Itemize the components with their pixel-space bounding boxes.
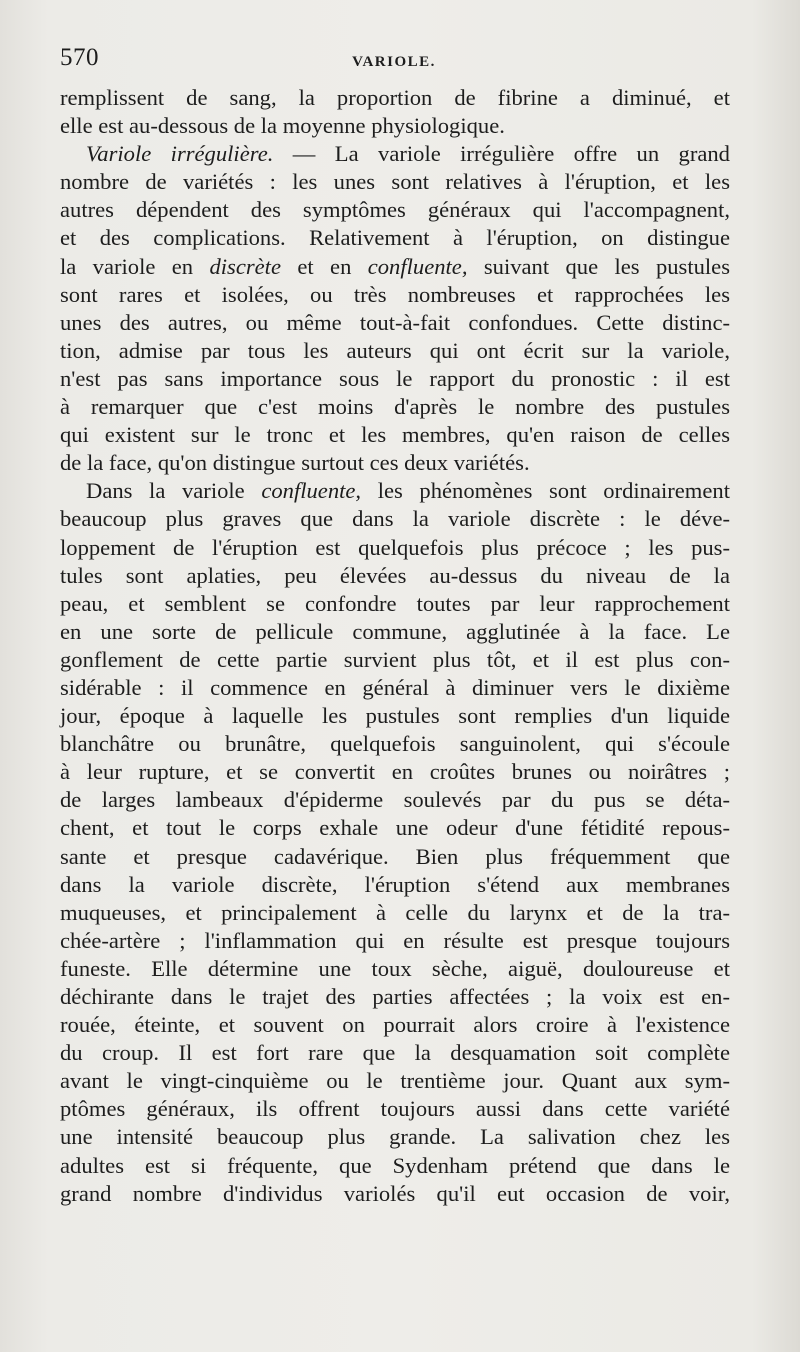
paragraph [60,477,730,1207]
text-line [60,702,730,730]
text-line [60,674,730,702]
line-text: adultes est si fréquente, que Sydenham prétend que dans le [60,1152,730,1178]
line-text: muqueuses, et principalement à celle du larynx et de la tra- [60,899,730,925]
text-line [60,983,730,1011]
text-line [60,534,730,562]
line-text: la variole en [60,253,210,279]
text-line [60,1095,730,1123]
text-line [60,1067,730,1095]
line-text: suivant que les pustules [467,253,731,279]
text-line [60,843,730,871]
line-text: tion, admise par tous les auteurs qui ont écrit sur la variole, [60,337,730,363]
line-text: jour, époque à laquelle les pustules sont remplies d'un liquide [60,703,730,729]
line-text: blanchâtre ou brunâtre, quelquefois sanguinolent, qui s'écoule [60,731,730,757]
line-text: de la face, qu'on distingue surtout ces deux variétés. [60,450,530,476]
text-line [60,618,730,646]
text-line [60,1011,730,1039]
page-number: 570 [60,44,99,71]
italic-term: discrète [209,253,281,279]
line-text: nombre de variétés : les unes sont relatives à l'éruption, et les [60,169,730,195]
line-text: et en [281,253,368,279]
text-line [60,1123,730,1151]
paragraph [60,140,730,477]
text-line [60,477,730,505]
text-line [60,927,730,955]
line-text: chée-artère ; l'inflammation qui en résulte est presque toujours [60,927,730,953]
line-text: une intensité beaucoup plus grande. La salivation chez les [60,1124,730,1150]
line-text: qui existent sur le tronc et les membres, qu'en raison de celles [60,422,730,448]
text-line [60,562,730,590]
line-text: unes des autres, ou même tout-à-fait confondues. Cette distinc- [60,309,730,335]
running-head: VARIOLE. [352,54,436,70]
text-line [60,590,730,618]
line-text: à remarquer que c'est moins d'après le nombre des pustules [60,394,730,420]
line-text: beaucoup plus graves que dans la variole discrète : le déve- [60,506,730,532]
line-text: Dans la variole [86,478,262,504]
text-line [60,1039,730,1067]
line-text: en une sorte de pellicule commune, agglutinée à la face. Le [60,618,730,644]
line-text: autres dépendent des symptômes généraux qui l'accompagnent, [60,197,730,223]
line-text: remplissent de sang, la proportion de fibrine a diminué, et [60,85,730,110]
line-text: peau, et semblent se confondre toutes par leur rapprochement [60,590,730,616]
line-text: sidérable : il commence en général à diminuer vers le dixième [60,674,730,700]
text-line [60,140,730,168]
italic-term: confluente, [261,478,362,504]
line-text: n'est pas sans importance sous le rapport du pronostic : il est [60,365,730,391]
body-text [60,84,730,1208]
line-text: elle est au-dessous de la moyenne physiologique. [60,113,505,139]
paragraph [60,84,730,140]
line-text: dans la variole discrète, l'éruption s'étend aux membranes [60,871,730,897]
line-text: avant le vingt-cinquième ou le trentième jour. Quant aux sym- [60,1068,730,1094]
text-line [60,899,730,927]
text-line [60,253,730,281]
text-line [60,393,730,421]
line-text: sont rares et isolées, ou très nombreuses et rapprochées les [60,281,730,307]
text-line [60,196,730,224]
text-line [60,1180,730,1208]
text-line [60,814,730,842]
text-line [60,786,730,814]
line-text: chent, et tout le corps exhale une odeur d'une fétidité repous- [60,815,730,841]
text-line [60,84,730,112]
text-line [60,505,730,533]
line-text: à leur rupture, et se convertit en croûtes brunes ou noirâtres ; [60,759,730,785]
line-text: déchirante dans le trajet des parties affectées ; la voix est en- [60,984,730,1009]
text-line [60,449,730,477]
line-text: rouée, éteinte, et souvent on pourrait alors croire à l'existence [60,1012,730,1038]
text-line [60,758,730,786]
line-text: du croup. Il est fort rare que la desquamation soit complète [60,1040,730,1066]
text-line [60,871,730,899]
text-line [60,224,730,252]
line-text: ptômes généraux, ils offrent toujours aussi dans cette variété [60,1096,730,1122]
text-line [60,309,730,337]
line-text: les phénomènes sont ordinairement [361,478,730,504]
text-line [60,421,730,449]
text-line [60,337,730,365]
text-line [60,1152,730,1180]
text-line [60,646,730,674]
line-text: grand nombre d'individus variolés qu'il eut occasion de voir, [60,1180,730,1206]
line-text: gonflement de cette partie survient plus tôt, et il est plus con- [60,646,730,672]
italic-term: Variole irrégulière. [86,141,274,167]
line-text: funeste. Elle détermine une toux sèche, aiguë, douloureuse et [60,955,730,981]
line-text: de larges lambeaux d'épiderme soulevés par du pus se déta- [60,787,730,813]
text-line [60,955,730,983]
text-line [60,365,730,393]
text-line [60,112,730,140]
text-line [60,730,730,758]
text-line [60,281,730,309]
line-text: et des complications. Relativement à l'éruption, on distingue [60,225,730,251]
line-text: — La variole irrégulière offre un grand [273,141,730,167]
line-text: sante et presque cadavérique. Bien plus fréquemment que [60,843,730,869]
text-line [60,168,730,196]
page-header [60,44,728,74]
italic-term: confluente, [367,253,468,279]
line-text: loppement de l'éruption est quelquefois plus précoce ; les pus- [60,534,730,560]
line-text: tules sont aplaties, peu élevées au-dessus du niveau de la [60,562,730,588]
